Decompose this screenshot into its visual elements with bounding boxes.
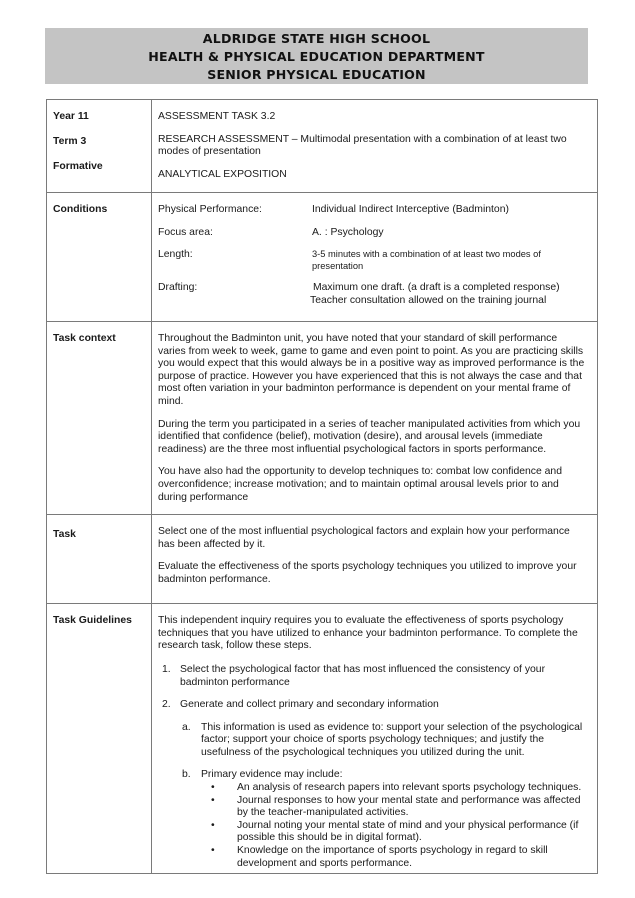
substep-item xyxy=(158,722,587,760)
bullet-icon: • xyxy=(211,845,215,857)
drafting-limit: Maximum one draft. (a draft is a completed response) xyxy=(313,282,560,294)
condition-drafting xyxy=(158,282,587,307)
bullet-icon: • xyxy=(211,794,215,806)
bullet-text: Knowledge on the importance of sports psychology in regard to skill development and sports performance. xyxy=(237,845,548,869)
condition-value xyxy=(312,282,587,307)
condition-value: A. : Psychology xyxy=(312,226,384,238)
bullet-text: Journal noting your mental state of mind and your physical performance (if possible this should be in digital format). xyxy=(237,819,579,844)
condition-physical-performance xyxy=(158,204,587,217)
substep-marker: a. xyxy=(182,721,191,733)
subject-name: SENIOR PHYSICAL EDUCATION xyxy=(207,67,426,82)
evidence-bullet xyxy=(158,820,587,845)
step-marker: 2. xyxy=(162,699,171,711)
condition-key: Focus area: xyxy=(158,226,213,238)
condition-value: Individual Indirect Interceptive (Badminton) xyxy=(312,204,509,215)
task-row xyxy=(47,515,598,604)
context-paragraph: You have also had the opportunity to develop techniques to: combat low confidence and overconfidence; increase motivation; and to maintain optimal arousal levels prior to and during performance xyxy=(158,466,562,503)
condition-key: Drafting: xyxy=(158,282,198,294)
task-guidelines-content xyxy=(152,604,598,874)
step-item xyxy=(158,699,587,712)
task-context-row xyxy=(47,322,598,515)
context-paragraph: During the term you participated in a series of teacher manipulated activities from which you identified that confidence (belief), motivation (desire), and arousal levels (immediate readiness) are the three most influential psychological factors in sports performance. xyxy=(158,418,581,455)
genre: ANALYTICAL EXPOSITION xyxy=(158,168,287,180)
year-label: Year 11 xyxy=(53,111,89,122)
task-number: ASSESSMENT TASK 3.2 xyxy=(158,111,276,122)
assessment-table xyxy=(46,99,598,874)
evidence-bullet xyxy=(158,782,587,795)
task-content xyxy=(152,515,598,604)
school-name: ALDRIDGE STATE HIGH SCHOOL xyxy=(202,31,431,46)
task-label xyxy=(47,515,152,604)
substep-item xyxy=(158,769,587,782)
task-label-text: Task xyxy=(53,529,76,541)
bullet-icon: • xyxy=(211,819,215,831)
bullet-text: Journal responses to how your mental state and performance was affected by the teacher-manipulated activities. xyxy=(237,794,581,819)
school-header-banner xyxy=(45,28,588,84)
department-name: HEALTH & PHYSICAL EDUCATION DEPARTMENT xyxy=(148,49,485,64)
conditions-label: Conditions xyxy=(47,193,152,322)
step-text: Select the psychological factor that has most influenced the consistency of your badminton performance xyxy=(180,663,546,688)
condition-focus-area xyxy=(158,227,587,240)
bullet-text: An analysis of research papers into relevant sports psychology techniques. xyxy=(237,782,582,794)
overview-labels xyxy=(47,100,152,193)
condition-key: Physical Performance: xyxy=(158,204,262,215)
conditions-content xyxy=(152,193,598,322)
condition-value: 3-5 minutes with a combination of at least two modes of presentation xyxy=(312,249,541,271)
evidence-bullet xyxy=(158,795,587,820)
step-text: Generate and collect primary and secondary information xyxy=(180,699,439,711)
step-item xyxy=(158,664,587,689)
task-paragraph: Evaluate the effectiveness of the sports psychology techniques you utilized to improve your badminton performance. xyxy=(158,561,577,585)
conditions-row xyxy=(47,193,598,322)
guidelines-intro: This independent inquiry requires you to evaluate the effectiveness of sports psychology techniques that you have utilized to enhance your badminton performance. To complete the research task, follow these steps. xyxy=(158,615,578,652)
substep-marker: b. xyxy=(182,769,191,781)
evidence-bullet xyxy=(158,845,587,870)
overview-row xyxy=(47,100,598,193)
substep-text: This information is used as evidence to: support your selection of the psychological factor; support your choice of sports psychology techniques; and justify the usefulness of the psychological techniques you utilized during the unit. xyxy=(201,721,583,758)
task-context-label: Task context xyxy=(47,322,152,515)
drafting-consultation: Teacher consultation allowed on the training journal xyxy=(310,294,547,306)
task-guidelines-label: Task Guidelines xyxy=(47,604,152,874)
formative-label: Formative xyxy=(53,160,103,172)
context-paragraph: Throughout the Badminton unit, you have noted that your standard of skill performance varies from week to week, game to game and even point to point. As you are practicing skills you would expect that this would always be in a positive way as improved performance is the purpose of practice. However you have experienced that this is not always the case and that most often variation in your badminton performance is dependent on your mental frame of mind. xyxy=(158,333,585,407)
task-context-content xyxy=(152,322,598,515)
condition-length xyxy=(158,249,587,272)
substep-text: Primary evidence may include: xyxy=(201,769,343,781)
assessment-type: RESEARCH ASSESSMENT – Multimodal presentation with a combination of at least two modes of presentation xyxy=(158,133,567,158)
term-label: Term 3 xyxy=(53,135,87,147)
task-guidelines-row xyxy=(47,604,598,874)
step-marker: 1. xyxy=(162,663,171,675)
bullet-icon: • xyxy=(211,782,215,794)
overview-content xyxy=(152,100,598,193)
task-paragraph: Select one of the most influential psychological factors and explain how your performance has been affected by it. xyxy=(158,526,570,550)
condition-key: Length: xyxy=(158,249,193,261)
